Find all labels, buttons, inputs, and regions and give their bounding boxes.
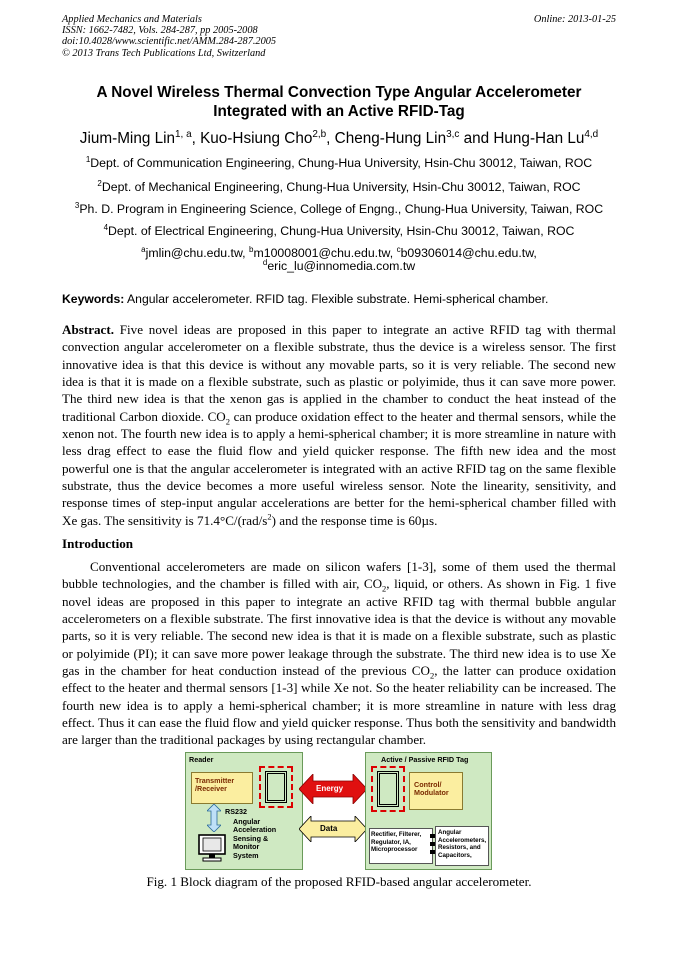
- abstract-label: Abstract.: [62, 322, 114, 337]
- sensing-line-3: Sensing &: [233, 833, 269, 843]
- abstract-text-3: ) and the response time is 60µs.: [271, 512, 438, 528]
- transmitter-line-1: Transmitter: [195, 776, 235, 785]
- abstract-paragraph: [62, 321, 616, 529]
- journal-name: Applied Mechanics and Materials: [62, 14, 202, 25]
- computer-monitor-icon: [197, 834, 229, 864]
- paper-title: [62, 83, 616, 121]
- intro-text-1: Conventional accelerometers are made on silicon wafers [1-3], some of them used the thermal bubble technologies, and the chamber is filled with air, CO: [62, 559, 616, 592]
- author-list: Jium-Ming Lin$^{1, a}$, Kuo-Hsiung Cho$^{2,b}$, Cheng-Hung Lin$^{3,c}$ and Hung-Han Lu$^{4,d}$: [79, 128, 599, 147]
- author-and: and: [463, 130, 490, 147]
- doi[interactable]: doi:10.4028/www.scientific.net/AMM.284-287.2005: [62, 36, 277, 48]
- rectifier-line-3: Microprocessor: [371, 846, 418, 854]
- author-2: Kuo-Hsiung Cho: [200, 130, 313, 147]
- rectifier-line-1: Rectifier, Filterer,: [371, 831, 422, 838]
- rs232-arrow-icon: [207, 804, 221, 832]
- accelerometer-line-1: Angular: [438, 829, 462, 836]
- energy-label: Energy: [316, 784, 344, 793]
- author-4: Hung-Han Lu: [493, 130, 585, 147]
- email-b[interactable]: m10008001@chu.edu.tw,: [253, 246, 394, 260]
- affiliation-3: [62, 202, 616, 217]
- abstract-text-2: can produce oxidation effect to the heater and thermal sensors, while the xenon not. The fourth new idea is to apply a hemi-spherical chamber; it is more streamline in nature with less drag effect to ease the fluid flow and yield quicker response. The fifth new idea and the most powerful one is that the angular accelerometer is integrated with an active RFID tag on the same flexible substrate, thus the device becomes a more useful wireless sensor. Note the linearity, sensitivity, and response times of step-input angular accelerations are better for the hemi-spherical chamber filled with Xe gas. The sensitivity is 71.4°C/(rad/s: [62, 408, 616, 528]
- email-c[interactable]: b09306014@chu.edu.tw,: [400, 246, 537, 260]
- author-4-sup: 4,d: [584, 128, 599, 140]
- accelerometer-line-4: Capacitors,: [438, 851, 472, 859]
- affiliation-2: [62, 180, 616, 195]
- data-label: Data: [320, 824, 338, 833]
- email-a[interactable]: jmlin@chu.edu.tw,: [145, 246, 246, 260]
- figure-1: [185, 752, 492, 870]
- control-line-2: Modulator: [414, 788, 449, 798]
- sensing-system-label: [233, 818, 276, 860]
- affiliation-1: [62, 156, 616, 171]
- keywords-text: Angular accelerometer. RFID tag. Flexible substrate. Hemi-spherical chamber.: [127, 292, 549, 306]
- author-1: Jium-Ming Lin: [79, 130, 176, 147]
- author-3-sup: 3,c: [446, 128, 460, 140]
- affiliation-2-text: Dept. of Mechanical Engineering, Chung-Hua University, Hsin-Chu 30012, Taiwan, ROC: [101, 180, 581, 194]
- email-b-sup: b: [249, 244, 254, 254]
- email-d[interactable]: eric_lu@innomedia.com.tw: [267, 259, 416, 273]
- email-d-sup: d: [262, 257, 268, 267]
- control-line-1: Control/: [414, 780, 442, 789]
- affiliation-1-sup: 1: [85, 154, 91, 164]
- accelerometer-label: [438, 829, 486, 859]
- intro-text-2: , liquid, or others. As shown in Fig. 1 five novel ideas are proposed in this paper to integrate an active RFID tag with thermal bubble angular accelerometers on a flexible substrate. The first innovative idea is that the device is without any movable parts, so it is very reliable. The second new idea is that it is made on a flexible substrate, such as plastic or polyimide (PI); it can save more power leakage through the substrate. The third new idea is to use Xe gas in the chamber for heat conduction instead of the previous CO: [62, 576, 617, 679]
- keywords: [62, 292, 616, 306]
- keywords-label: Keywords:: [62, 292, 125, 306]
- author-2-sup: 2,b: [312, 128, 327, 140]
- rectifier-label: [371, 831, 421, 854]
- accelerometer-line-3: Resistors, and: [438, 844, 481, 852]
- tag-coil-icon: [371, 766, 405, 812]
- sensing-line-4: Monitor: [233, 842, 260, 852]
- figure-1-caption: Fig. 1 Block diagram of the proposed RFID-based angular accelerometer.: [146, 874, 532, 889]
- journal-header: [62, 14, 616, 59]
- intro-sub-1: 2: [382, 583, 387, 594]
- affiliation-4: [62, 224, 616, 239]
- reader-label: Reader: [189, 755, 214, 764]
- online-date: Online: 2013-01-25: [533, 14, 616, 25]
- sensing-line-2: Acceleration: [233, 825, 277, 835]
- affiliation-2-sup: 2: [97, 178, 102, 188]
- title-line-1: A Novel Wireless Thermal Convection Type Angular Accelerometer: [96, 84, 582, 101]
- intro-heading: Introduction: [62, 536, 134, 551]
- affiliation-4-text: Dept. of Electrical Engineering, Chung-Hua University, Hsin-Chu 30012, Taiwan, ROC: [108, 224, 575, 238]
- sensing-line-5: System: [233, 850, 259, 860]
- abstract-sub-1: 2: [225, 416, 231, 427]
- connector-pins-icon: [428, 832, 438, 860]
- copyright: © 2013 Trans Tech Publications Ltd, Switzerland: [62, 47, 266, 59]
- affiliation-3-text: Ph. D. Program in Engineering Science, College of Engng., Chung-Hua University, Taiwan, ROC: [79, 202, 604, 216]
- affiliation-3-sup: 3: [74, 200, 80, 210]
- email-a-sup: a: [141, 244, 146, 254]
- rs232-label: RS232: [225, 807, 247, 816]
- sensing-line-1: Angular: [233, 817, 261, 826]
- author-3: Cheng-Hung Lin: [334, 130, 447, 147]
- intro-sub-2: 2: [429, 670, 435, 681]
- email-c-sup: c: [396, 244, 401, 254]
- affiliation-1-text: Dept. of Communication Engineering, Chung-Hua University, Hsin-Chu 30012, Taiwan, ROC: [90, 156, 593, 170]
- abstract-text-1: Five novel ideas are proposed in this paper to integrate an active RFID tag with thermal convection angular accelerometer on a flexible substrate, thus the device is a wireless sensor. The first innovative idea is that this device is without any movable parts, so it is very reliable. The second new idea is that it is made on a flexible substrate, such as plastic or polyimide, thus it can save more power. The third new idea is that the xenon gas is applied in the chamber to conduct the heat instead of the traditional Carbon dioxide. CO: [62, 322, 616, 424]
- transmitter-label: [195, 777, 234, 794]
- email-block: [62, 244, 616, 273]
- intro-paragraph: [62, 558, 616, 749]
- author-1-sup: 1, a: [175, 128, 192, 140]
- issn: ISSN: 1662-7482, Vols. 284-287, pp 2005-2008: [62, 25, 258, 37]
- transmitter-line-2: /Receiver: [195, 784, 227, 794]
- title-line-2: Integrated with an Active RFID-Tag: [213, 103, 465, 120]
- control-modulator-label: [414, 781, 449, 798]
- abstract-sup-1: 2: [267, 511, 272, 522]
- accelerometer-line-2: Accelerometers,: [438, 836, 487, 844]
- rfid-tag-label: Active / Passive RFID Tag: [381, 755, 469, 764]
- reader-coil-icon: [259, 766, 293, 808]
- intro-text-3: , the latter can produce oxidation effect to the heater and thermal sensors [1-3] while Xe not. So the heater reliability can be increased. The fourth new idea is to apply a hemi-spherical chamber; it is more streamline in nature with less drag effect. Thus it can ease the fluid flow and yield quicker response. Thus both the sensitivity and bandwidth are larger than the traditional packages by using rectangular chamber.: [62, 663, 616, 748]
- affiliation-4-sup: 4: [103, 222, 109, 232]
- rectifier-line-2: Regulator, IA,: [371, 838, 411, 846]
